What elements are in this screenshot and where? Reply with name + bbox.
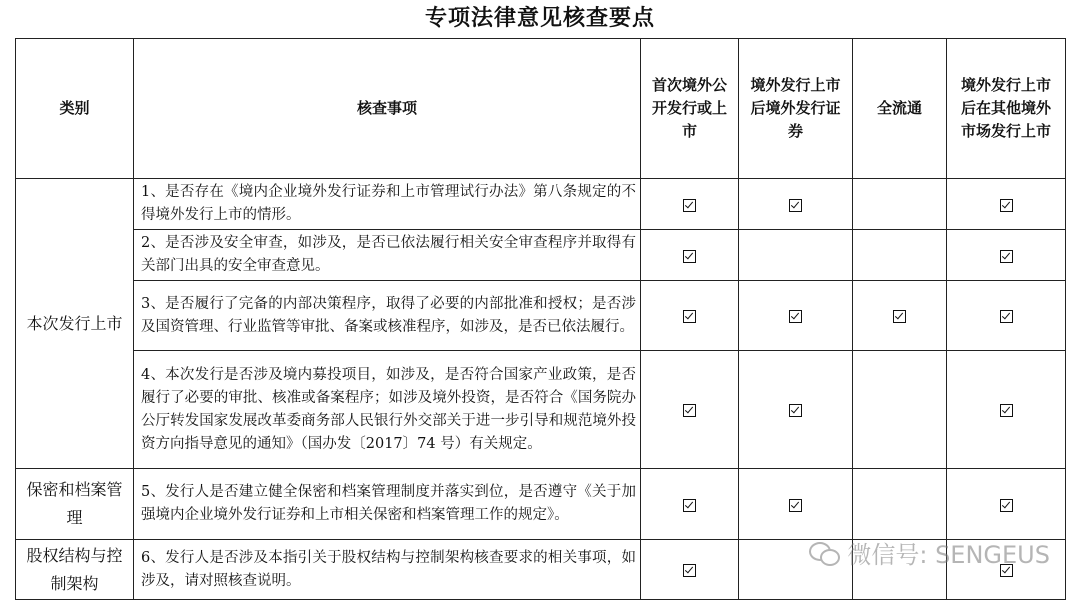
- table-row: [16, 469, 1066, 540]
- item-cell: 6、发行人是否涉及本指引关于股权结构与控制架构核查要求的相关事项，如涉及，请对照核查说明。: [134, 540, 641, 600]
- check-cell: [641, 230, 739, 281]
- checkbox-icon: [683, 250, 696, 263]
- table-row: [16, 179, 1066, 230]
- check-cell: [641, 351, 739, 469]
- checkbox-icon: [789, 310, 802, 323]
- checkbox-icon: [893, 310, 906, 323]
- check-cell: [853, 469, 947, 540]
- check-cell: [641, 179, 739, 230]
- check-cell: [947, 469, 1066, 540]
- checkbox-icon: [683, 199, 696, 212]
- wechat-icon: [809, 540, 839, 566]
- checkbox-icon: [1000, 499, 1013, 512]
- check-cell: [739, 179, 853, 230]
- header-row: [16, 39, 1066, 179]
- check-cell: [947, 351, 1066, 469]
- header-col3: 全流通: [853, 39, 947, 179]
- header-col4: 境外发行上市后在其他境外市场发行上市: [947, 39, 1066, 179]
- check-cell: [641, 281, 739, 351]
- check-cell: [739, 230, 853, 281]
- check-cell: [641, 469, 739, 540]
- check-cell: [853, 281, 947, 351]
- checkbox-icon: [789, 199, 802, 212]
- category-cell: 保密和档案管理: [16, 469, 134, 540]
- check-cell: [739, 281, 853, 351]
- watermark: [809, 535, 1050, 570]
- header-col2: 境外发行上市后境外发行证券: [739, 39, 853, 179]
- check-cell: [739, 469, 853, 540]
- item-cell: 1、是否存在《境内企业境外发行证券和上市管理试行办法》第八条规定的不得境外发行上市的情形。: [134, 179, 641, 230]
- table-row: [16, 351, 1066, 469]
- category-cell: 本次发行上市: [16, 179, 134, 469]
- checkbox-icon: [683, 404, 696, 417]
- table-row: [16, 230, 1066, 281]
- checkbox-icon: [683, 499, 696, 512]
- page-title: 专项法律意见核查要点: [424, 5, 655, 31]
- checkbox-icon: [789, 499, 802, 512]
- checkbox-icon: [1000, 199, 1013, 212]
- checkbox-icon: [683, 310, 696, 323]
- item-cell: 3、是否履行了完备的内部决策程序，取得了必要的内部批准和授权；是否涉及国资管理、行业监管等审批、备案或核准程序，如涉及，是否已依法履行。: [134, 281, 641, 351]
- check-cell: [853, 179, 947, 230]
- check-cell: [739, 351, 853, 469]
- check-cell: [853, 351, 947, 469]
- check-cell: [947, 179, 1066, 230]
- watermark-text: 微信号: SENGEUS: [847, 541, 1050, 569]
- checkbox-icon: [683, 564, 696, 577]
- header-item: 核查事项: [134, 39, 641, 179]
- header-col1: 首次境外公开发行或上市: [641, 39, 739, 179]
- check-cell: [947, 230, 1066, 281]
- checkbox-icon: [789, 404, 802, 417]
- check-cell: [947, 281, 1066, 351]
- checklist-table: [15, 38, 1066, 600]
- item-cell: 4、本次发行是否涉及境内募投项目，如涉及，是否符合国家产业政策，是否履行了必要的审批、核准或备案程序；如涉及境外投资，是否符合《国务院办公厅转发国家发展改革委商务部人民银行外交部关于进一步引导和规范境外投资方向指导意见的通知》（国办发〔2017〕74 号）有关规定。: [134, 351, 641, 469]
- header-category: 类别: [16, 39, 134, 179]
- category-cell: 股权结构与控制架构: [16, 540, 134, 600]
- check-cell: [641, 540, 739, 600]
- checkbox-icon: [1000, 310, 1013, 323]
- checkbox-icon: [1000, 250, 1013, 263]
- table-row: [16, 281, 1066, 351]
- item-cell: 2、是否涉及安全审查，如涉及，是否已依法履行相关安全审查程序并取得有关部门出具的安全审查意见。: [134, 230, 641, 281]
- checkbox-icon: [1000, 404, 1013, 417]
- item-cell: 5、发行人是否建立健全保密和档案管理制度并落实到位，是否遵守《关于加强境内企业境外发行证券和上市相关保密和档案管理工作的规定》。: [134, 469, 641, 540]
- check-cell: [853, 230, 947, 281]
